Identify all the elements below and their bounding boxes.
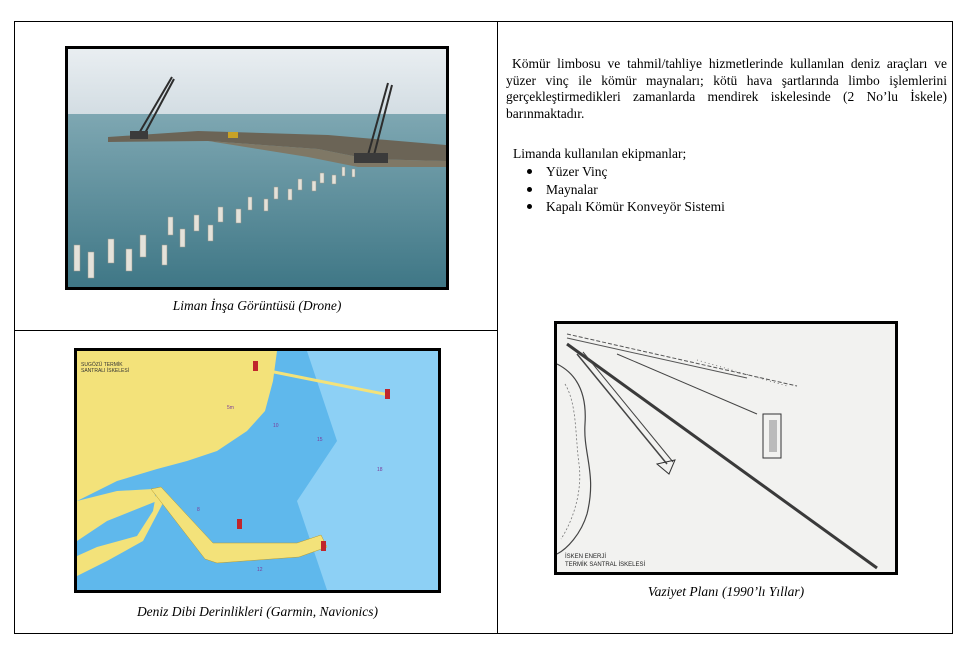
table-divider-horizontal xyxy=(14,330,498,331)
bullet-icon xyxy=(527,204,532,209)
svg-text:5m: 5m xyxy=(227,405,234,411)
plan-label-line1: İSKEN ENERJİ xyxy=(565,554,607,560)
equipment-item: Yüzer Vinç xyxy=(520,163,725,181)
site-plan-image xyxy=(554,321,898,575)
plan-label-line2: TERMİK SANTRAL İSKELESİ xyxy=(565,562,646,568)
site-plan-caption: Vaziyet Planı (1990’lı Yıllar) xyxy=(647,584,805,599)
bullet-icon xyxy=(527,187,532,192)
equipment-item: Kapalı Kömür Konveyör Sistemi xyxy=(520,198,725,216)
svg-text:18: 18 xyxy=(377,467,383,473)
svg-text:8: 8 xyxy=(197,507,200,513)
nautical-label-line1: SUGÖZÜ TERMİK xyxy=(81,362,123,368)
svg-text:10: 10 xyxy=(273,423,279,429)
table-divider-vertical xyxy=(497,21,498,634)
bullet-icon xyxy=(527,169,532,174)
nautical-label-line2: SANTRALI İSKELESİ xyxy=(81,368,130,374)
depth-chart-image xyxy=(74,348,441,593)
description-paragraph: Kömür limbosu ve tahmil/tahliye hizmetlerinde kullanılan deniz araçları ve yüzer vinç ile kömür maynaları; kötü hava şartlarında limbo işlemlerini gerçekleştirmedikleri zamanlarda mendirek iskelesinde (2 No’lu İskele) barınmaktadır. xyxy=(506,56,947,121)
svg-text:15: 15 xyxy=(317,437,323,443)
equipment-title: Limanda kullanılan ekipmanlar; xyxy=(513,146,687,161)
depth-chart-caption: Deniz Dibi Derinlikleri (Garmin, Navionics) xyxy=(136,604,379,619)
equipment-list xyxy=(520,163,725,216)
equipment-item: Maynalar xyxy=(520,181,725,199)
svg-text:12: 12 xyxy=(257,567,263,573)
drone-photo-caption: Liman İnşa Görüntüsü (Drone) xyxy=(172,298,342,313)
drone-photo xyxy=(65,46,449,290)
